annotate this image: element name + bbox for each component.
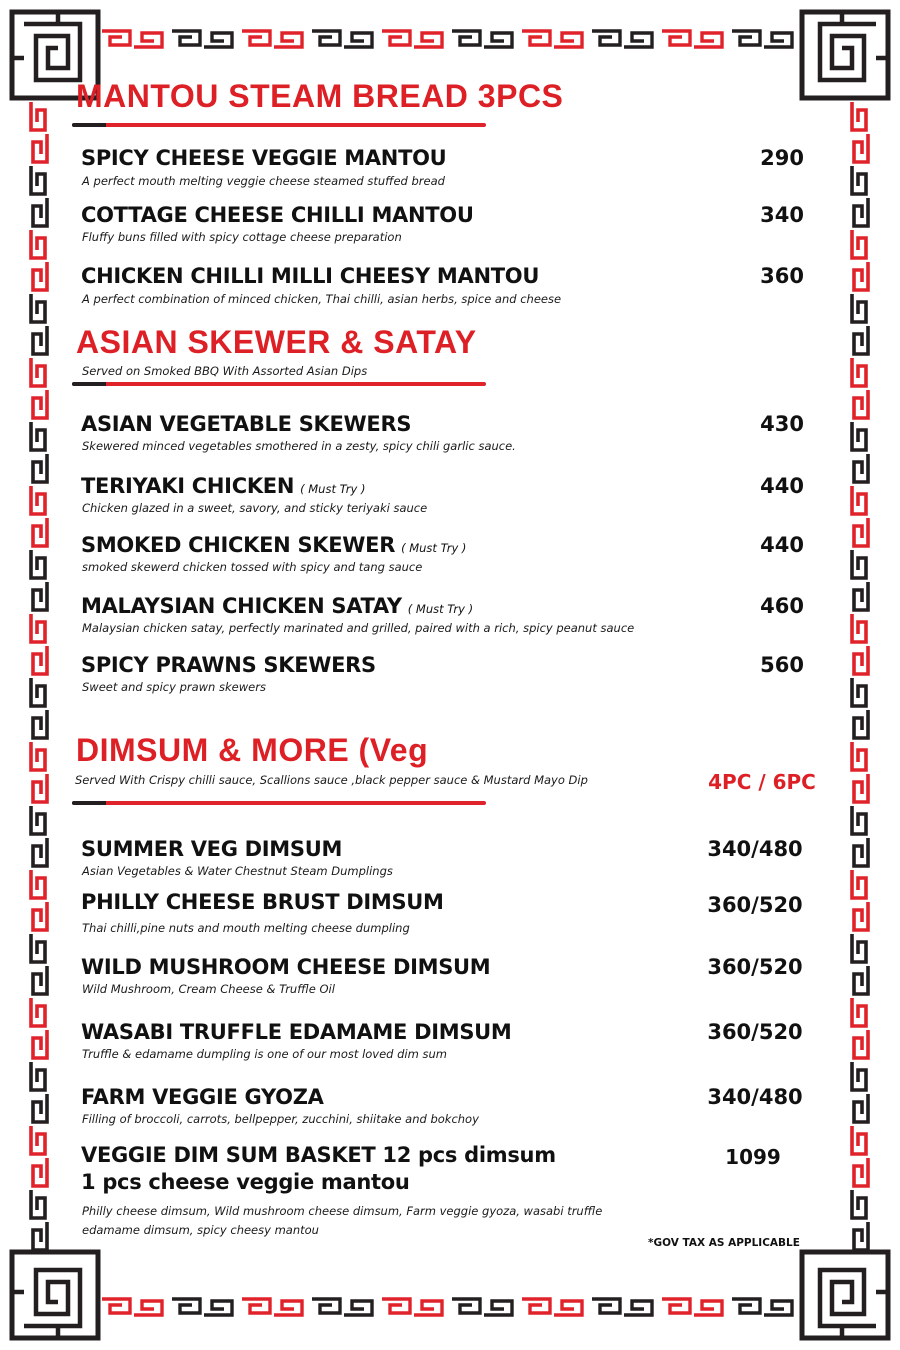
- menu-item-price: 360/520: [707, 893, 803, 917]
- menu-item-desc: smoked skewerd chicken tossed with spicy and tang sauce: [82, 560, 423, 574]
- menu-item-price: 340/480: [707, 1085, 803, 1109]
- menu-item-price: 360: [760, 264, 804, 288]
- menu-item-name: SPICY PRAWNS SKEWERS: [81, 653, 376, 677]
- section-rule: [72, 123, 486, 127]
- menu-item-name: FARM VEGGIE GYOZA: [81, 1085, 324, 1109]
- section-title-mantou: MANTOU STEAM BREAD 3PCS: [76, 78, 564, 114]
- section-title-dimsum: DIMSUM & MORE (Veg: [76, 732, 429, 768]
- menu-item-price: 340/480: [707, 837, 803, 861]
- menu-item-price: 560: [760, 653, 804, 677]
- menu-item-desc: A perfect combination of minced chicken, Thai chilli, asian herbs, spice and cheese: [82, 292, 562, 306]
- must-try-note: ( Must Try ): [300, 482, 366, 496]
- menu-item-price: 360/520: [707, 1020, 803, 1044]
- section-rule: [72, 382, 486, 386]
- menu-item-price: 360/520: [707, 955, 803, 979]
- menu-item-desc: Filling of broccoli, carrots, bellpepper, zucchini, shiitake and bokchoy: [82, 1112, 479, 1126]
- basket-name-line1: VEGGIE DIM SUM BASKET 12 pcs dimsum: [81, 1143, 556, 1167]
- basket-name-line2: 1 pcs cheese veggie mantou: [81, 1170, 410, 1194]
- menu-item-name: ASIAN VEGETABLE SKEWERS: [81, 412, 412, 436]
- menu-item-name: CHICKEN CHILLI MILLI CHEESY MANTOU: [81, 264, 540, 288]
- menu-item-name-text: TERIYAKI CHICKEN: [81, 474, 295, 498]
- menu-item-name: PHILLY CHEESE BRUST DIMSUM: [81, 890, 444, 914]
- menu-item-name-text: MALAYSIAN CHICKEN SATAY: [81, 594, 402, 618]
- menu-item-desc: Wild Mushroom, Cream Cheese & Truffle Oil: [82, 982, 335, 996]
- basket-price: 1099: [725, 1145, 781, 1169]
- menu-item-price: 430: [760, 412, 804, 436]
- menu-item-desc: Asian Vegetables & Water Chestnut Steam Dumplings: [82, 864, 393, 878]
- menu-item-name: [81, 533, 466, 557]
- menu-item-desc: Thai chilli,pine nuts and mouth melting cheese dumpling: [82, 921, 410, 935]
- menu-item-desc: A perfect mouth melting veggie cheese steamed stuffed bread: [82, 174, 445, 188]
- menu-item-desc: Malaysian chicken satay, perfectly marinated and grilled, paired with a rich, spicy peanut sauce: [82, 621, 635, 635]
- menu-item-name: WASABI TRUFFLE EDAMAME DIMSUM: [81, 1020, 512, 1044]
- menu-item-name: SUMMER VEG DIMSUM: [81, 837, 343, 861]
- menu-item-price: 340: [760, 203, 804, 227]
- menu-item-desc: Sweet and spicy prawn skewers: [82, 680, 266, 694]
- must-try-note: ( Must Try ): [401, 541, 467, 555]
- menu-item-name: [81, 474, 365, 498]
- menu-item-desc: Truffle & edamame dumpling is one of our most loved dim sum: [82, 1047, 447, 1061]
- menu-item-desc: Chicken glazed in a sweet, savory, and sticky teriyaki sauce: [82, 501, 428, 515]
- menu-item-name: WILD MUSHROOM CHEESE DIMSUM: [81, 955, 491, 979]
- menu-item-desc: Skewered minced vegetables smothered in a zesty, spicy chili garlic sauce.: [82, 439, 516, 453]
- menu-item-price: 440: [760, 533, 804, 557]
- menu-item-desc: Fluffy buns filled with spicy cottage cheese preparation: [82, 230, 402, 244]
- must-try-note: ( Must Try ): [407, 602, 474, 616]
- menu-item-name-text: SMOKED CHICKEN SKEWER: [81, 533, 396, 557]
- section-title-skewer: ASIAN SKEWER & SATAY: [76, 324, 477, 360]
- section-subtitle: Served With Crispy chilli sauce, Scallions sauce ,black pepper sauce & Mustard Mayo Dip: [75, 773, 588, 787]
- tax-note: *GOV TAX AS APPLICABLE: [648, 1237, 800, 1249]
- price-column-header: 4PC / 6PC: [708, 770, 816, 794]
- menu-item-price: 290: [760, 146, 804, 170]
- section-rule: [72, 801, 486, 805]
- menu-item-name: COTTAGE CHEESE CHILLI MANTOU: [81, 203, 474, 227]
- menu-item-price: 440: [760, 474, 804, 498]
- menu-item-name: [81, 594, 473, 618]
- basket-desc: Philly cheese dimsum, Wild mushroom cheese dimsum, Farm veggie gyoza, wasabi truffle edamame dimsum, spicy cheesy mantou: [82, 1204, 603, 1237]
- menu-item-price: 460: [760, 594, 804, 618]
- menu-item-name: SPICY CHEESE VEGGIE MANTOU: [81, 146, 447, 170]
- section-subtitle: Served on Smoked BBQ With Assorted Asian Dips: [82, 364, 368, 378]
